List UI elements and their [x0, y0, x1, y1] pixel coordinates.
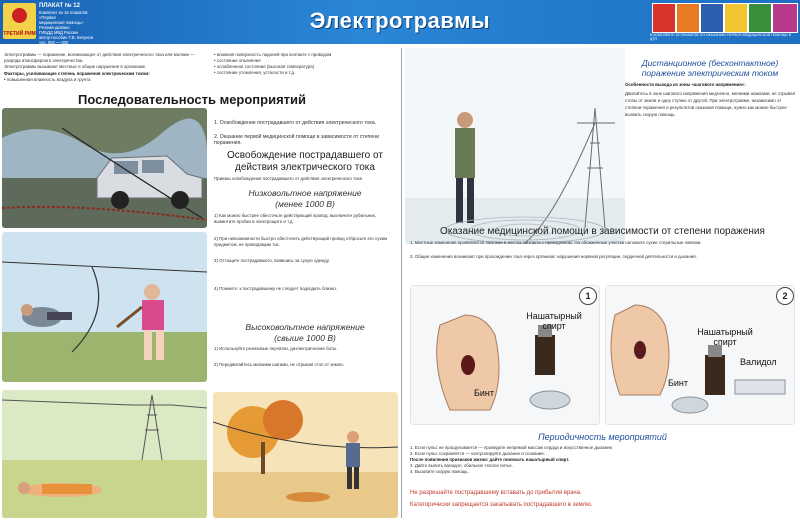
label-validol: Валидол — [740, 357, 777, 367]
pylon-victim-illustration — [2, 390, 207, 518]
factor-item: • состояние опьянения — [214, 58, 261, 63]
warning-text: Категорически запрещается закапывать пострадавшего в землю. — [410, 502, 593, 508]
periodic-item: После появления признаков жизни: дайте понюхать нашатырный спирт. — [410, 457, 570, 462]
intro-definition: Электротравмы — поражение, возникающее от действия электрического тока или молнии — разряда атмосферного электричества. — [4, 52, 195, 63]
high-voltage-heading: Высоковольтное напряжение — [245, 322, 365, 332]
factor-item: • состояние утомления, усталости и т.д. — [214, 70, 296, 75]
factor-item: • повышенная влажность воздуха и грунта — [4, 77, 91, 82]
publisher-line: медицинская помощь» — [39, 20, 84, 25]
periodic-item: 2. Если пульс сохраняется — контролируйте дыхание и сознание. — [410, 451, 545, 456]
panel-number-badge: 1 — [579, 287, 597, 305]
step-voltage-text: Двигайтесь в зоне шагового напряжения медленно, мелкими шажками, не отрывая стопы от земли и одну ступню от другой. При электротравме, независимо от степени поражения и результатов оказания помощи, нужно как можно быстрее вызвать скорую помощь. — [625, 91, 795, 117]
low-voltage-item: 1) Как можно быстрее обесточьте действующий провод: выключите рубильник, вывинтите пробки в электрощите и т.д. — [214, 213, 376, 224]
low-voltage-heading: Низковольтное напряжение — [248, 188, 362, 198]
aid-item: 1. Местные изменения проявляются ожогами в местах контакта с проводником. На обожженные участки наложите сухие стерильные повязки. — [410, 240, 702, 245]
rescue-wire-illustration — [2, 232, 207, 382]
publisher-line: Рекомендовано — [39, 25, 70, 30]
high-voltage-sub: (свыше 1000 В) — [274, 333, 336, 343]
periodic-item: 4. Вызовите скорую помощь. — [410, 469, 469, 474]
publisher-line: ПЛАКАТ № 12 — [39, 3, 80, 9]
book-cover-thumbnail — [748, 3, 772, 33]
publisher-logo — [3, 3, 36, 39]
publisher-line: ГИБДД МВД России — [39, 30, 78, 35]
periodic-item: 1. Если пульс не прощупывается — проведите непрямой массаж сердца и искусственное дыхание. — [410, 445, 614, 450]
step-voltage-subheading: Особенности выхода из зоны «шагового напряжения»: — [625, 82, 746, 87]
logo-emblem-icon — [12, 8, 27, 23]
label-ammonia: Нашатырный спирт — [697, 327, 753, 347]
release-heading: Освобождение пострадавшего от действия электрического тока — [227, 150, 383, 173]
measures-step: 1. Освобождение пострадавшего от действия электрического тока. — [214, 120, 377, 126]
measures-heading: Последовательность мероприятий — [78, 92, 307, 107]
aid-heading: Оказание медицинской помощи в зависимости от степени поражения — [440, 226, 765, 237]
low-voltage-item: 2) При невозможности быстро обесточить действующий провод отбросьте его сухим предметом, не проводящим ток. — [214, 236, 388, 247]
warning-text: Не разрешайте пострадавшему вставать до прибытия врача. — [410, 490, 582, 496]
publisher-line: «Первая — [39, 15, 56, 20]
book-cover-thumbnail — [700, 3, 724, 33]
high-voltage-item: 1) Используйте резиновые перчатки, диэлектрические боты. — [214, 346, 338, 351]
book-cover-thumbnail — [772, 3, 798, 33]
publisher-info — [39, 3, 159, 50]
aid-panel-1-illustration — [410, 285, 600, 425]
car-wire-illustration — [2, 108, 207, 228]
factors-title: Факторы, усиливающие степень поражения электрическим током: — [4, 71, 150, 76]
periodic-item: 3. Дайте выпить валидол, обильное теплое питье. — [410, 463, 513, 468]
book-cover-thumbnail — [724, 3, 748, 33]
logo-text: ТРЕТИЙ РИМ — [3, 31, 36, 37]
publisher-line: Комплект из 15 плакатов — [39, 10, 88, 15]
factor-item: • влажная поверхность ладоней при контакте с проводом — [214, 52, 332, 57]
poster-title: Электротравмы — [309, 8, 491, 33]
book-cover-thumbnail — [676, 3, 700, 33]
low-voltage-item: 3) Оттащите пострадавшего, взявшись за сухую одежду. — [214, 258, 330, 263]
label-bandage: Бинт — [668, 378, 689, 388]
aid-panel-2-illustration — [605, 285, 795, 425]
intro-second-line: Электротравмы вызывают местные и общие нарушения в организме. — [4, 64, 147, 69]
autumn-step-voltage-illustration — [213, 392, 398, 518]
header-footnote: В КОМПЛЕКТЕ 15 ПЛАКАТОВ ПО ОКАЗАНИЮ ПЕРВОЙ МЕДИЦИНСКОЙ ПОМОЩИ В ДТП — [650, 33, 792, 41]
low-voltage-sub: (менее 1000 В) — [275, 199, 335, 209]
label-bandage: Бинт — [474, 388, 495, 398]
book-cover-thumbnail — [652, 3, 676, 33]
publisher-line: автор-пособие Т.В. Кичунов — [39, 35, 93, 40]
factor-item: • ослабленное состояние (высокая температура) — [214, 64, 315, 69]
release-text: Приемы освобождения пострадавшего от действия электрического тока — [214, 176, 362, 181]
periodic-heading: Периодичность мероприятий — [538, 432, 667, 442]
publisher-line: тел. 000 — 000 — [39, 40, 69, 45]
high-voltage-item: 2) Передвигайтесь мелкими шагами, не отрывая стоп от земли. — [214, 362, 344, 367]
low-voltage-item: 4) Помните: к пострадавшему не следует подходить близко. — [214, 286, 338, 291]
publisher-line: Москва, 2010 — [39, 45, 65, 50]
column-divider — [401, 48, 402, 518]
panel-number-badge: 2 — [776, 287, 794, 305]
measures-step: 2. Оказание первой медицинской помощи в зависимости от степени поражения. — [214, 134, 379, 147]
remote-injury-heading: Дистанционное (бесконтактное) поражение электрическим током — [641, 58, 779, 78]
step-voltage-exit-illustration — [405, 48, 625, 244]
aid-item: 2. Общие изменения возникают при прохождении тока через организм: нарушения нервной регуляции, сердечной деятельности и дыхания. — [410, 254, 697, 259]
label-ammonia: Нашатырный спирт — [526, 311, 582, 331]
